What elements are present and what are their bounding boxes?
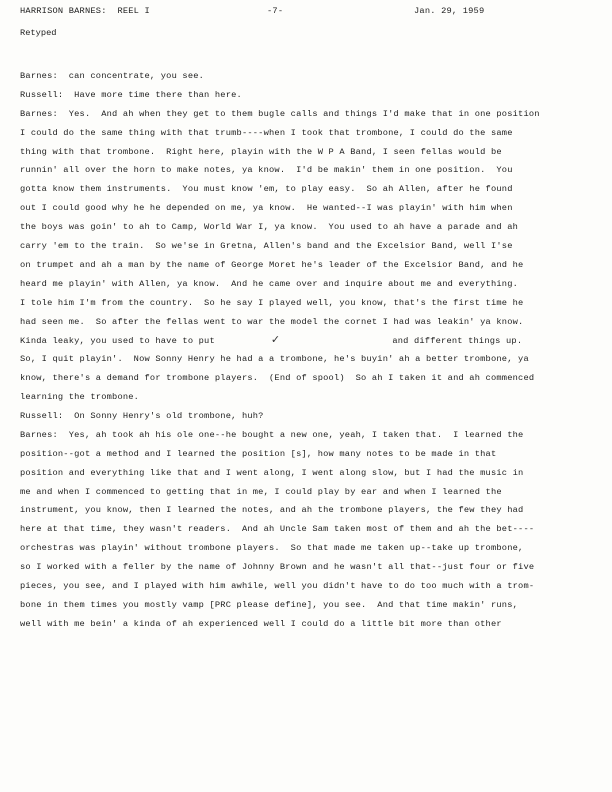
transcript-line-text: Kinda leaky, you used to have to put bbox=[20, 336, 215, 347]
transcript-line bbox=[20, 256, 600, 275]
transcript-line bbox=[20, 237, 600, 256]
transcript-line-text: know, there's a demand for trombone players. (End of spool) So ah I taken it and ah commenced bbox=[20, 373, 535, 384]
transcript-line bbox=[20, 161, 600, 180]
transcript-line bbox=[20, 313, 600, 332]
transcript-line bbox=[20, 388, 600, 407]
checkmark-icon: ✓ bbox=[270, 333, 281, 347]
transcript-line bbox=[20, 105, 600, 124]
transcript-line-text: on trumpet and ah a man by the name of George Moret he's leader of the Excelsior Band, and he bbox=[20, 259, 524, 270]
transcript-line-text: I tole him I'm from the country. So he say I played well, you know, that's the first time he bbox=[20, 297, 524, 308]
transcript-line bbox=[20, 294, 600, 313]
transcript-line-text: thing with that trombone. Right here, playin with the W P A Band, I seen fellas would be bbox=[20, 146, 502, 157]
transcript-line bbox=[20, 143, 600, 162]
transcript-line-text: position and everything like that and I went along, I went along slow, but I had the music in bbox=[20, 467, 524, 478]
transcript-line bbox=[20, 407, 600, 426]
transcript-line bbox=[20, 501, 600, 520]
transcript-line-text: learning the trombone. bbox=[20, 392, 140, 403]
transcript-line-text: Russell: Have more time there than here. bbox=[20, 89, 242, 100]
transcript-line bbox=[20, 331, 600, 350]
transcript-line-text: heard me playin' with Allen, ya know. And he came over and inquire about me and everything. bbox=[20, 278, 519, 289]
transcript-line-text: well with me bein' a kinda of ah experienced well I could do a little bit more than other bbox=[20, 618, 502, 629]
transcript-line-text: pieces, you see, and I played with him awhile, well you didn't have to do too much with a trom- bbox=[20, 581, 535, 592]
transcript-line-text: gotta know them instruments. You must know 'em, to play easy. So ah Allen, after he found bbox=[20, 184, 513, 195]
retyped-label: Retyped bbox=[20, 28, 57, 38]
transcript-line-text: so I worked with a feller by the name of Johnny Brown and he wasn't all that--just four or five bbox=[20, 562, 535, 573]
transcript-line-text: orchestras was playin' without trombone players. So that made me taken up--take up trombone, bbox=[20, 543, 524, 554]
transcript-body bbox=[20, 67, 600, 634]
header-date: Jan. 29, 1959 bbox=[414, 6, 485, 16]
transcript-line-text: position--got a method and I learned the position [s], how many notes to be made in that bbox=[20, 448, 497, 459]
transcript-line-continuation: and different things up. bbox=[392, 336, 523, 347]
transcript-line-text: out I could good why he he depended on me, ya know. He wanted--I was playin' with him when bbox=[20, 203, 513, 214]
transcript-line-text: the boys was goin' to ah to Camp, World War I, ya know. You used to ah have a parade and ah bbox=[20, 222, 519, 233]
transcript-line bbox=[20, 180, 600, 199]
transcript-line-text: me and when I commenced to getting that in me, I could play by ear and when I learned the bbox=[20, 486, 502, 497]
transcript-line bbox=[20, 369, 600, 388]
transcript-line bbox=[20, 558, 600, 577]
transcript-line bbox=[20, 426, 600, 445]
transcript-line bbox=[20, 577, 600, 596]
transcript-line-text: So, I quit playin'. Now Sonny Henry he had a a trombone, he's buyin' ah a better trombone, ya bbox=[20, 354, 529, 365]
transcript-line bbox=[20, 539, 600, 558]
transcript-line bbox=[20, 86, 600, 105]
transcript-line bbox=[20, 483, 600, 502]
transcript-line-text: bone in them times you mostly vamp [PRC please define], you see. And that time makin' runs, bbox=[20, 599, 519, 610]
transcript-line bbox=[20, 520, 600, 539]
transcript-line-text: Barnes: Yes, ah took ah his ole one--he bought a new one, yeah, I taken that. I learned the bbox=[20, 429, 524, 440]
transcript-line bbox=[20, 445, 600, 464]
transcript-line-text: Russell: On Sonny Henry's old trombone, huh? bbox=[20, 411, 264, 422]
transcript-line bbox=[20, 464, 600, 483]
transcript-line-text: instrument, you know, then I learned the notes, and ah the trombone players, the few they had bbox=[20, 505, 524, 516]
transcript-line bbox=[20, 275, 600, 294]
transcript-line-text: here at that time, they wasn't readers. And ah Uncle Sam taken most of them and ah the bet---- bbox=[20, 524, 535, 535]
transcript-line bbox=[20, 615, 600, 634]
header-speaker-reel: HARRISON BARNES: REEL I bbox=[20, 6, 150, 16]
transcript-line-text: Barnes: Yes. And ah when they get to them bugle calls and things I'd make that in one position bbox=[20, 108, 540, 119]
transcript-line-text: I could do the same thing with that trumb----when I took that trombone, I could do the same bbox=[20, 127, 513, 138]
transcript-line-text: Barnes: can concentrate, you see. bbox=[20, 71, 205, 81]
transcript-line bbox=[20, 218, 600, 237]
transcript-line bbox=[20, 124, 600, 143]
transcript-line bbox=[20, 596, 600, 615]
transcript-line bbox=[20, 350, 600, 369]
transcript-line-text: runnin' all over the horn to make notes, ya know. I'd be makin' them in one position. You bbox=[20, 165, 513, 176]
page-number: -7- bbox=[267, 6, 284, 16]
transcript-line bbox=[20, 67, 600, 86]
transcript-line-text: carry 'em to the train. So we'se in Gretna, Allen's band and the Excelsior Band, well I'se bbox=[20, 241, 513, 252]
transcript-line-text: had seen me. So after the fellas went to war the model the cornet I had was leakin' ya know. bbox=[20, 316, 524, 327]
transcript-line bbox=[20, 199, 600, 218]
